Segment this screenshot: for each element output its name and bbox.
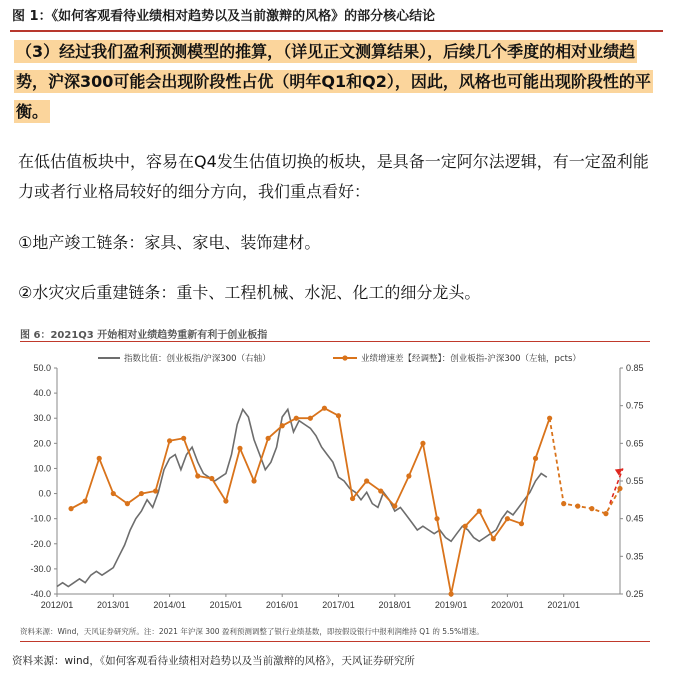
trend-arrow-line [610, 468, 623, 503]
series-growth-point [223, 498, 228, 503]
series-growth-point [477, 509, 482, 514]
series-forecast-point [603, 511, 608, 516]
series-growth-point [83, 498, 88, 503]
series-growth-point [139, 491, 144, 496]
legend-growth-marker [342, 355, 347, 360]
series-growth-point [350, 496, 355, 501]
series-growth-point [491, 536, 496, 541]
y-right-tick-label: 0.25 [626, 589, 644, 599]
y-left-tick-label: 20.0 [33, 438, 51, 449]
series-growth-point [68, 506, 73, 511]
trend-arrow-head [615, 468, 623, 475]
chart-bottom-rule [20, 641, 650, 642]
x-tick-label: 2012/01 [40, 600, 74, 610]
y-left-tick-label: 10.0 [33, 463, 51, 474]
series-growth-point [280, 423, 285, 428]
chart-title: 图 6：2021Q3 开始相对业绩趋势重新有利于创业板指 [20, 330, 268, 341]
series-forecast-point [589, 506, 594, 511]
series-growth-point [125, 501, 130, 506]
series-growth-point [449, 591, 454, 596]
x-tick-label: 2014/01 [153, 600, 186, 610]
y-left-tick-label: -10.0 [30, 513, 51, 524]
source-line: 资料来源：wind，《如何客观看待业绩相对趋势以及当前激辩的风格》，天风证券研究所 [12, 655, 415, 667]
x-tick-label: 2019/01 [434, 600, 468, 610]
series-growth-point [336, 413, 341, 418]
series-growth-point [294, 416, 299, 421]
x-tick-label: 2013/01 [97, 600, 130, 610]
y-right-tick-label: 0.75 [626, 400, 644, 411]
series-growth-point [420, 441, 425, 446]
series-forecast-line [550, 418, 620, 513]
y-left-tick-label: 40.0 [33, 388, 51, 399]
series-forecast-point [561, 501, 566, 506]
legend-ratio-label: 指数比值：创业板指/沪深300（右轴） [124, 354, 271, 364]
series-growth-point [251, 478, 256, 483]
series-growth-point [181, 436, 186, 441]
series-ratio-line [57, 409, 547, 586]
y-right-tick-label: 0.35 [626, 551, 644, 562]
series-growth-point [237, 446, 242, 451]
x-tick-label: 2015/01 [209, 600, 243, 610]
x-tick-label: 2016/01 [265, 600, 299, 610]
series-growth-point [434, 516, 439, 521]
paragraph-flood-rebuild-chain: ②水灾灾后重建链条：重卡、工程机械、水泥、化工的细分龙头。 [18, 283, 481, 302]
legend-growth-label: 业绩增速差【经调整】：创业板指-沪深300（左轴，pcts） [361, 354, 581, 364]
y-right-tick-label: 0.65 [626, 438, 644, 449]
paragraph-real-estate-chain: ①地产竣工链条：家具、家电、装饰建材。 [18, 233, 321, 252]
series-growth-point [378, 488, 383, 493]
series-growth-point [308, 416, 313, 421]
x-tick-label: 2018/01 [378, 600, 412, 610]
y-left-tick-label: 50.0 [33, 363, 51, 373]
series-forecast-point [617, 486, 622, 491]
series-growth-point [505, 516, 510, 521]
series-growth-point [463, 524, 468, 529]
series-growth-point [392, 504, 397, 509]
chart-note: 资料来源：Wind，天风证券研究所。注：2021 年沪深 300 盈利预测调整了银行业绩基数，即按假设银行中报利润维持 Q1 的 5.5%增速。 [20, 627, 484, 636]
series-growth-point [167, 438, 172, 443]
figure-title: 图 1：《如何客观看待业绩相对趋势以及当前激辩的风格》的部分核心结论 [12, 9, 436, 24]
series-growth-point [111, 491, 116, 496]
series-growth-point [322, 406, 327, 411]
series-growth-point [519, 521, 524, 526]
highlight-text: （3）经过我们盈利预测模型的推算，（详见正文测算结果），后续几个季度的相对业绩趋势，沪深300可能会出现阶段性占优（明年Q1和Q2），因此，风格也可能出现阶段性的平衡。 [16, 42, 651, 121]
x-tick-label: 2017/01 [322, 600, 355, 610]
series-growth-point [97, 456, 102, 461]
y-right-tick-label: 0.85 [626, 363, 644, 373]
y-left-tick-label: 30.0 [33, 413, 51, 424]
series-growth-point [266, 436, 271, 441]
series-growth-line [71, 408, 549, 594]
paragraph-low-valuation: 在低估值板块中，容易在Q4发生估值切换的板块，是具备一定阿尔法逻辑，有一定盈利能力或者行业格局较好的细分方向，我们重点看好： [18, 152, 649, 201]
x-tick-label: 2020/01 [491, 600, 524, 610]
series-forecast-point [575, 504, 580, 509]
y-left-tick-label: -40.0 [30, 589, 51, 599]
y-left-tick-label: 0.0 [38, 488, 51, 499]
series-growth-point [406, 473, 411, 478]
series-growth-point [209, 476, 214, 481]
y-right-tick-label: 0.55 [626, 476, 644, 486]
series-growth-point [533, 456, 538, 461]
series-growth-point [364, 478, 369, 483]
y-left-tick-label: -20.0 [30, 538, 51, 549]
y-right-tick-label: 0.45 [626, 513, 644, 524]
series-growth-point [153, 488, 158, 493]
x-tick-label: 2021/01 [547, 600, 580, 610]
series-growth-point [195, 473, 200, 478]
y-left-tick-label: -30.0 [30, 563, 51, 574]
